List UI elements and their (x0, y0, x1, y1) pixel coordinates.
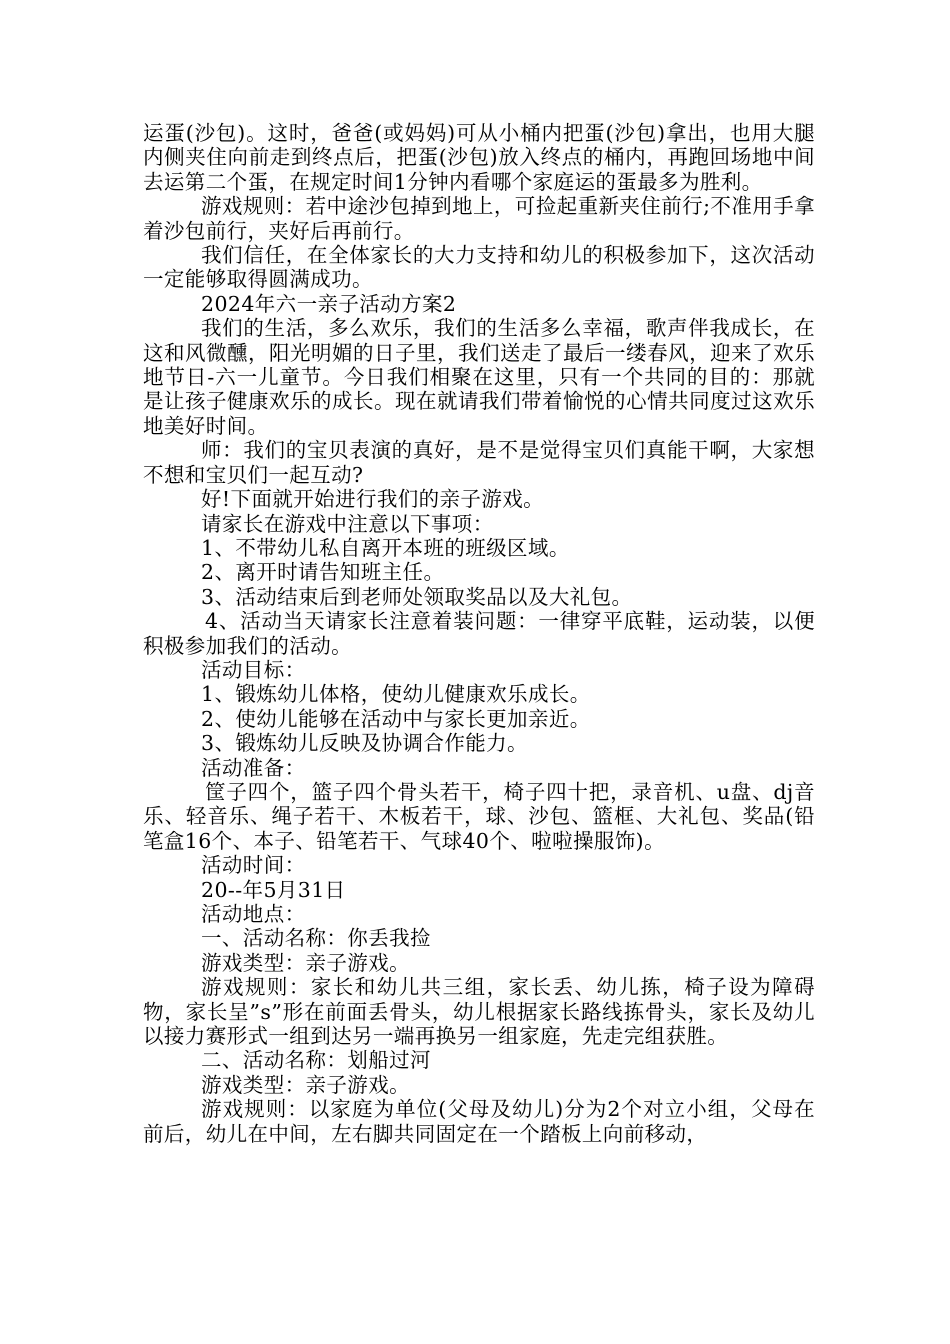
paragraph-game-rule-1: 游戏规则：家长和幼儿共三组，家长丢、幼儿拣，椅子设为障碍物，家长呈”s”形在前面丢骨头，幼儿根据家长路线拣骨头，家长及幼儿以接力赛形式一组到达另一端再换另一组家庭，先走完组获胜。 (143, 975, 815, 1049)
heading-activity-1: 一、活动名称：你丢我捡 (201, 926, 431, 951)
paragraph-continuation: 运蛋(沙包)。这时，爸爸(或妈妈)可从小桶内把蛋(沙包)拿出，也用大腿内侧夹住向前走到终点后，把蛋(沙包)放入终点的桶内，再跑回场地中间去运第二个蛋，在规定时间1分钟内看哪个家庭运的蛋最多为胜利。 (143, 121, 815, 194)
heading-preparation: 活动准备： (201, 755, 306, 780)
heading-goals: 活动目标： (201, 657, 306, 682)
section-title: 2024年六一亲子活动方案2 (201, 291, 457, 316)
heading-time: 活动时间： (201, 853, 306, 878)
paragraph-notice-heading: 请家长在游戏中注意以下事项： (201, 511, 494, 536)
heading-location: 活动地点： (201, 902, 306, 926)
paragraph-game-type-2: 游戏类型：亲子游戏。 (201, 1072, 410, 1097)
list-item-notice-2: 2、离开时请告知班主任。 (201, 560, 445, 585)
list-item-notice-4: 4、活动当天请家长注意着装问题：一律穿平底鞋，运动装，以便积极参加我们的活动。 (143, 609, 815, 658)
list-item-notice-1: 1、不带幼儿私自离开本班的班级区域。 (201, 535, 570, 560)
paragraph-game-rule-2: 游戏规则：以家庭为单位(父母及幼儿)分为2个对立小组，父母在前后，幼儿在中间，左右脚共同固定在一个踏板上向前移动， (143, 1097, 815, 1146)
heading-activity-2: 二、活动名称：划船过河 (201, 1048, 431, 1073)
list-item-goal-1: 1、锻炼幼儿体格，使幼儿健康欢乐成长。 (201, 682, 591, 707)
paragraph-start-game: 好!下面就开始进行我们的亲子游戏。 (201, 487, 545, 512)
paragraph-game-type-1: 游戏类型：亲子游戏。 (201, 950, 410, 975)
paragraph-preparation: 筐子四个，篮子四个骨头若干，椅子四十把，录音机、u盘、dj音乐、轻音乐、绳子若干、木板若干，球、沙包、篮框、大礼包、奖品(铅笔盒16个、本子、铅笔若干、气球40个、啦啦操服饰)。 (143, 779, 815, 853)
paragraph-game-rule: 游戏规则：若中途沙包掉到地上，可捡起重新夹住前行;不准用手拿着沙包前行，夹好后再前行。 (143, 194, 815, 243)
paragraph-teacher: 师：我们的宝贝表演的真好，是不是觉得宝贝们真能干啊，大家想不想和宝贝们一起互动? (143, 438, 815, 487)
paragraph-closing: 我们信任，在全体家长的大力支持和幼儿的积极参加下，这次活动一定能够取得圆满成功。 (143, 243, 815, 292)
list-item-notice-3: 3、活动结束后到老师处领取奖品以及大礼包。 (201, 584, 633, 609)
list-item-goal-2: 2、使幼儿能够在活动中与家长更加亲近。 (201, 706, 591, 731)
paragraph-intro: 我们的生活，多么欢乐，我们的生活多么幸福，歌声伴我成长，在这和风微醺，阳光明媚的日子里，我们送走了最后一缕春风，迎来了欢乐地节日-六一儿童节。今日我们相聚在这里，只有一个共同的目的：那就是让孩子健康欢乐的成长。现在就请我们带着愉悦的心情共同度过这欢乐地美好时间。 (143, 316, 815, 438)
paragraph-date: 20--年5月31日 (201, 877, 346, 902)
document-body (143, 121, 815, 1146)
list-item-goal-3: 3、锻炼幼儿反映及协调合作能力。 (201, 731, 528, 756)
